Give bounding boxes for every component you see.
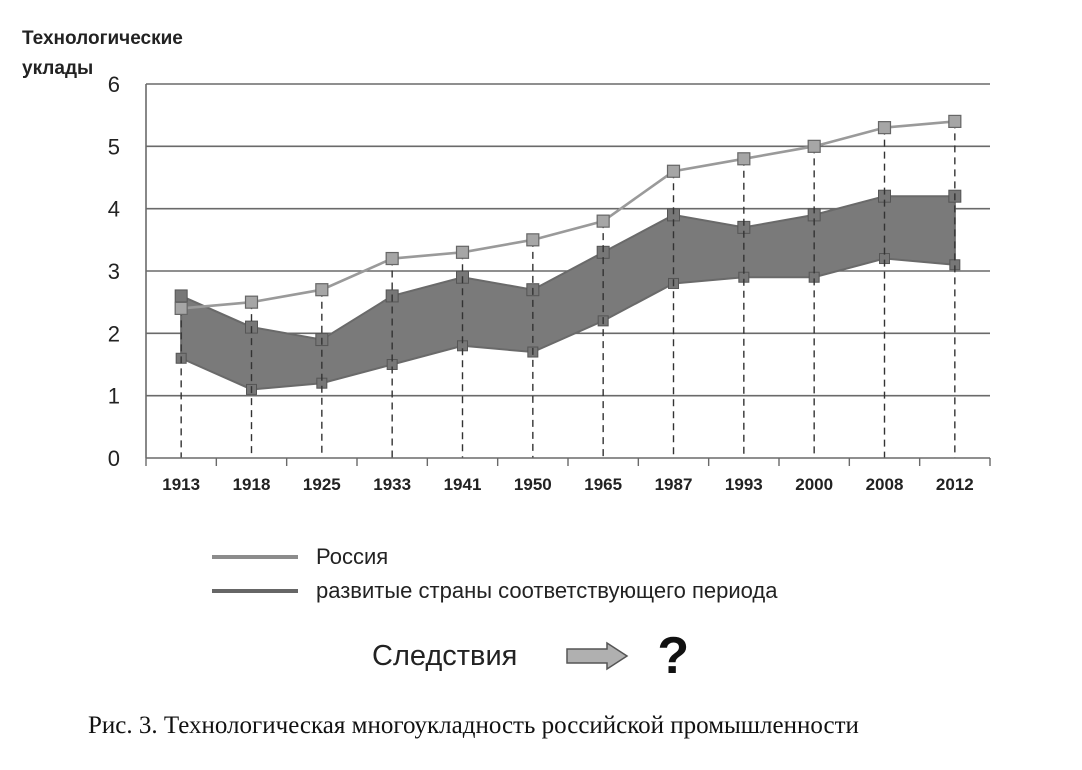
y-axis-label-line1: Технологические xyxy=(22,28,183,49)
y-tick-label: 4 xyxy=(107,196,120,222)
legend xyxy=(212,540,777,608)
russia-point xyxy=(175,302,187,314)
legend-label-russia: Россия xyxy=(316,544,389,569)
x-tick-label: 1993 xyxy=(724,475,763,494)
developed-countries-band xyxy=(175,190,961,394)
russia-point xyxy=(246,296,258,308)
russia-point xyxy=(316,284,328,296)
y-tick-label: 3 xyxy=(107,259,120,284)
russia-point xyxy=(738,153,750,165)
russia-point xyxy=(386,253,398,265)
consequences-label: Следствия xyxy=(372,639,518,672)
y-tick-label: 6 xyxy=(107,72,120,97)
x-tick-labels xyxy=(162,475,973,494)
y-tick-labels xyxy=(108,72,120,471)
question-mark: ? xyxy=(657,627,690,685)
russia-point xyxy=(949,115,961,127)
figure-caption: Рис. 3. Технологическая многоукладность российской промышленности xyxy=(88,712,859,739)
x-tick-label: 1987 xyxy=(654,475,693,494)
y-tick-label: 0 xyxy=(107,446,120,471)
x-tick-label: 1925 xyxy=(302,475,341,494)
x-tick-label: 1933 xyxy=(373,475,412,494)
x-tick-label: 1941 xyxy=(443,475,482,494)
x-tick-label: 1965 xyxy=(584,475,623,494)
russia-point xyxy=(597,215,609,227)
consequences-row xyxy=(372,627,690,685)
y-tick-label: 1 xyxy=(107,383,120,409)
legend-item-russia xyxy=(212,540,777,574)
x-tick-label: 2012 xyxy=(935,475,974,494)
legend-label-developed: развитые страны соответствующего периода xyxy=(316,578,778,603)
arrow-right-icon xyxy=(565,641,629,671)
x-tick-label: 2008 xyxy=(865,475,904,494)
russia-point xyxy=(527,234,539,246)
russia-point xyxy=(668,165,680,177)
y-tick-label: 5 xyxy=(107,134,120,160)
russia-point xyxy=(808,140,820,152)
legend-swatch-developed xyxy=(212,589,298,593)
y-tick-label: 2 xyxy=(107,321,120,347)
x-axis xyxy=(146,458,990,466)
y-axis-label-line2: уклады xyxy=(22,58,94,79)
x-tick-label: 1913 xyxy=(162,475,201,494)
russia-point xyxy=(879,122,891,134)
x-tick-label: 1950 xyxy=(513,475,552,494)
x-tick-label: 1918 xyxy=(232,475,271,494)
legend-swatch-russia xyxy=(212,555,298,559)
russia-point xyxy=(457,246,469,258)
developed-upper-point xyxy=(175,290,187,302)
x-tick-label: 2000 xyxy=(795,475,834,494)
legend-item-developed xyxy=(212,574,777,608)
